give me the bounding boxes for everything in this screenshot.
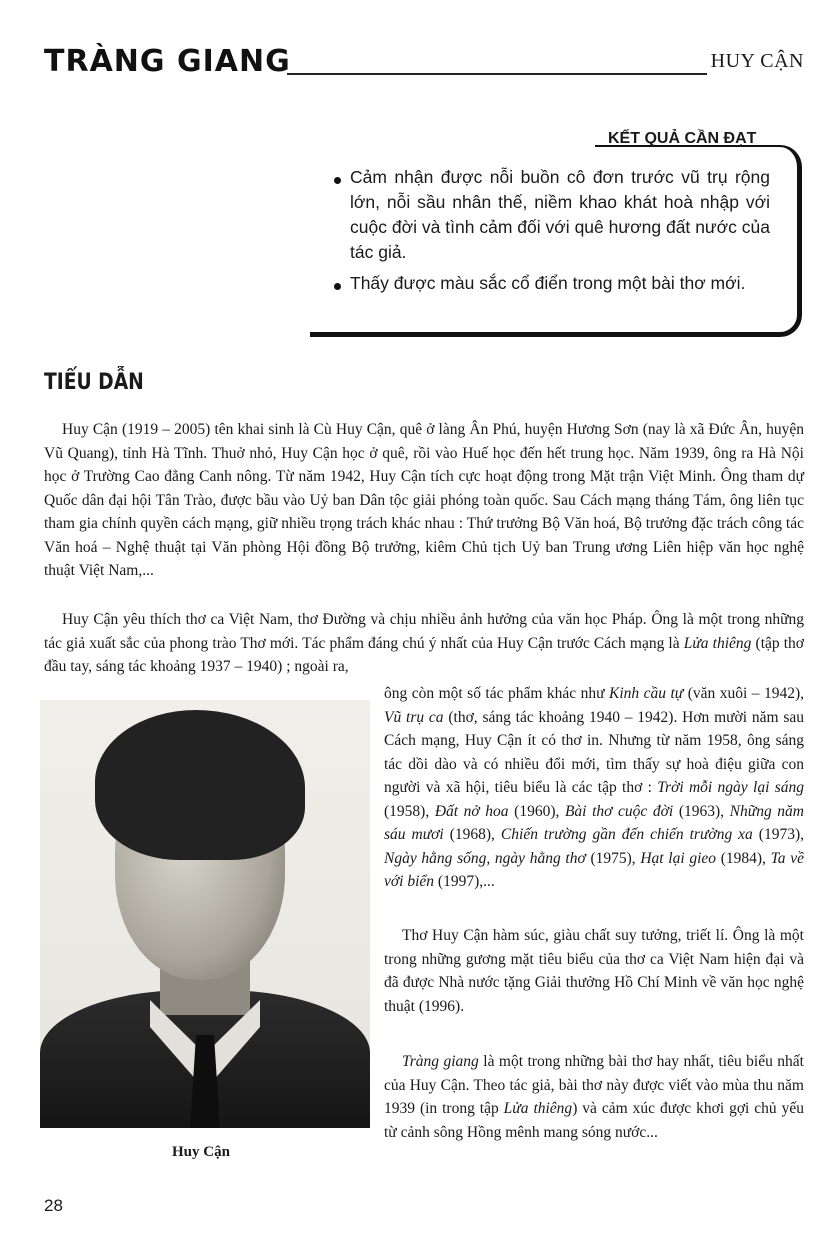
text-run: (văn xuôi – 1942),: [683, 685, 804, 702]
text-run: (tập thơ đầu tay, sáng tác khoảng 1937 – 1940) ; ngoài ra,: [44, 634, 804, 675]
text-run: ông còn một số tác phẩm khác như: [384, 685, 609, 702]
author-header: HUY CẬN: [710, 50, 804, 72]
text-run: (1997),...: [434, 873, 495, 890]
text-run: (1975),: [585, 849, 641, 867]
photo-caption: Huy Cận: [172, 1144, 230, 1160]
section-heading: TIỂU DẪN: [44, 370, 144, 395]
photo-hair: [95, 710, 305, 860]
work-title: Những năm sáu mươi: [384, 802, 804, 843]
paragraph-biography: Huy Cận (1919 – 2005) tên khai sinh là Cù Huy Cận, quê ở làng Ân Phú, huyện Hương Sơn (nay là xã Đức Ân, huyện Vũ Quang), tỉnh Hà Tĩnh. Thuở nhỏ, Huy Cận học ở quê, rồi vào Huế học đến hết trung học. Năm 1939, ông ra Hà Nội học ở Trường Cao đẳng Canh nông. Từ năm 1942, Huy Cận tích cực hoạt động trong Mặt trận Việt Minh. Ông tham dự Quốc dân đại hội Tân Trào, được bầu vào Uỷ ban Dân tộc giải phóng toàn quốc. Sau Cách mạng tháng Tám, ông liên tục tham gia chính quyền cách mạng, giữ nhiều trọng trách khác nhau : Thứ trưởng Bộ Văn hoá, Bộ trưởng đặc trách công tác Văn hoá – Nghệ thuật tại Văn phòng Hội đồng Bộ trưởng, kiêm Chủ tịch Uỷ ban Trung ương Liên hiệp văn học nghệ thuật Việt Nam,...: [44, 421, 804, 579]
text-run: (1973),: [752, 826, 804, 843]
work-title: Ta về với biển: [384, 849, 804, 890]
text-run: (1963),: [673, 802, 730, 820]
chapter-title: TRÀNG GIANG: [44, 44, 291, 79]
paragraph-works: [384, 682, 804, 894]
work-title: Bài thơ cuộc đời: [564, 802, 674, 820]
title-rule: [287, 73, 707, 75]
text-run: (1984),: [716, 849, 771, 867]
work-title: Vũ trụ ca: [384, 708, 444, 726]
text-run: là một trong những bài thơ hay nhất, tiêu biểu nhất của Huy Cận. Theo tác giả, bài thơ này được viết vào mùa thu năm 1939 (in trong tập: [384, 1053, 804, 1117]
goal-item: Cảm nhận được nỗi buồn cô đơn trước vũ trụ rộng lớn, nỗi sầu nhân thế, niềm khao khát hoà nhập với cuộc đời và tình cảm đối với quê hương đất nước của tác giả.: [330, 165, 770, 265]
paragraph-style: Thơ Huy Cận hàm súc, giàu chất suy tưởng, triết lí. Ông là một trong những gương mặt tiêu biểu của thơ ca Việt Nam hiện đại và đã được Nhà nước tặng Giải thưởng Hồ Chí Minh về văn học nghệ thuật (1996).: [384, 927, 804, 1015]
work-title: Lửa thiêng: [503, 1100, 573, 1117]
text-run: (1968),: [443, 826, 501, 843]
paragraph-poem-intro: [384, 1050, 804, 1144]
text-run: Huy Cận yêu thích thơ ca Việt Nam, thơ Đường và chịu nhiều ảnh hưởng của văn học Pháp. Ông là một trong những tác giả xuất sắc của phong trào Thơ mới. Tác phẩm đáng chú ý nhất của Huy Cận trước Cách mạng là: [44, 611, 804, 652]
work-title: Lửa thiêng: [683, 634, 752, 652]
work-title: Ngày hằng sống, ngày hằng thơ: [384, 849, 586, 867]
work-title: Kinh cầu tự: [608, 685, 684, 702]
goals-heading: KẾT QUẢ CẦN ĐẠT: [608, 130, 757, 147]
text-run: (1960),: [508, 802, 565, 820]
work-title: Trời mỗi ngày lại sáng: [657, 779, 804, 796]
text-run: ) và cảm xúc được khơi gợi chủ yếu từ cảnh sông Hồng mênh mang sóng nước...: [384, 1100, 804, 1141]
work-title: Tràng giang: [402, 1053, 479, 1070]
text-run: (1958),: [384, 802, 435, 820]
goals-list: [330, 165, 770, 302]
goals-box-gap-right: [455, 139, 595, 151]
text-run: (thơ, sáng tác khoảng 1940 – 1942). Hơn mười năm sau Cách mạng, Huy Cận ít có thơ in. Nhưng từ năm 1958, ông sáng tác dồi dào và có nhiều đổi mới, tìm thấy sự hoà điệu giữa con người và xã hội, tiêu biểu là các tập thơ :: [384, 708, 804, 796]
paragraph-influences: [44, 608, 804, 679]
author-photo: [40, 700, 370, 1128]
work-title: Hạt lại gieo: [640, 849, 717, 867]
page-number: 28: [44, 1196, 63, 1215]
goal-item: Thấy được màu sắc cổ điển trong một bài thơ mới.: [330, 271, 770, 296]
work-title: Chiến trường gần đến chiến trường xa: [500, 826, 753, 843]
goals-box-gap: [310, 139, 460, 151]
work-title: Đất nở hoa: [434, 802, 509, 820]
